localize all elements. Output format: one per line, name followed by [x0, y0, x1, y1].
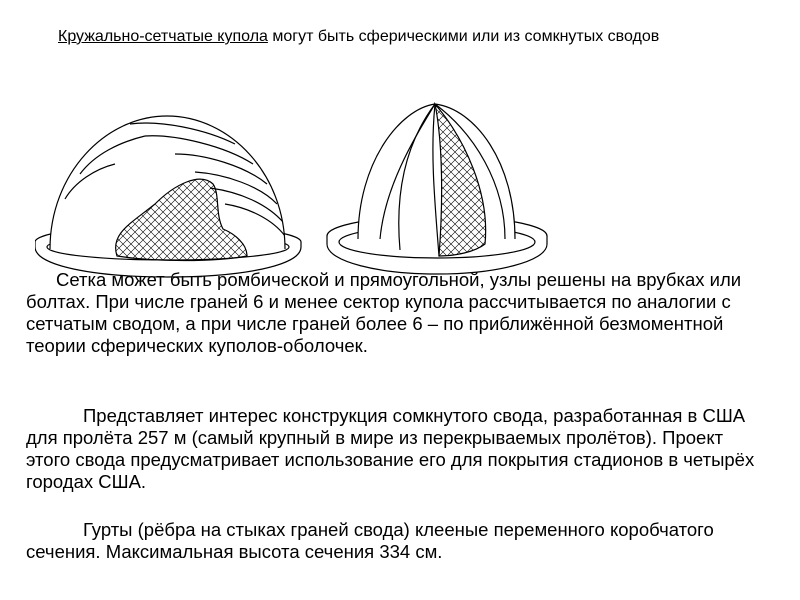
domes-illustration [35, 84, 570, 294]
heading-rest: могут быть сферическими или из сомкнутых сводов [267, 28, 660, 45]
paragraph-ribs: Гурты (рёбра на стыках граней свода) клееные переменного коробчатого сечения. Максимальная высота сечения 334 см. [26, 519, 714, 562]
cloister-vault-dome [327, 104, 547, 274]
spherical-dome [35, 116, 301, 277]
paragraph-mesh-types: Сетка может быть ромбической и прямоугольной, узлы решены на врубках или болтах. При числе граней 6 и менее сектор купола рассчитывается по аналогии с сетчатым сводом, а при числе граней более 6 – по приближённой безмоментной теории сферических куполов-оболочек. [26, 269, 742, 356]
heading-text [26, 27, 766, 47]
paragraph-usa-vault: Представляет интерес конструкция сомкнутого свода, разработанная в США для пролёта 257 м (самый крупный в мире из перекрываемых пролётов). Проект этого свода предусматривает использование его для покрытия стадионов в четырёх городах США. [26, 405, 755, 492]
heading-term: Кружально-сетчатые купола [58, 28, 268, 45]
